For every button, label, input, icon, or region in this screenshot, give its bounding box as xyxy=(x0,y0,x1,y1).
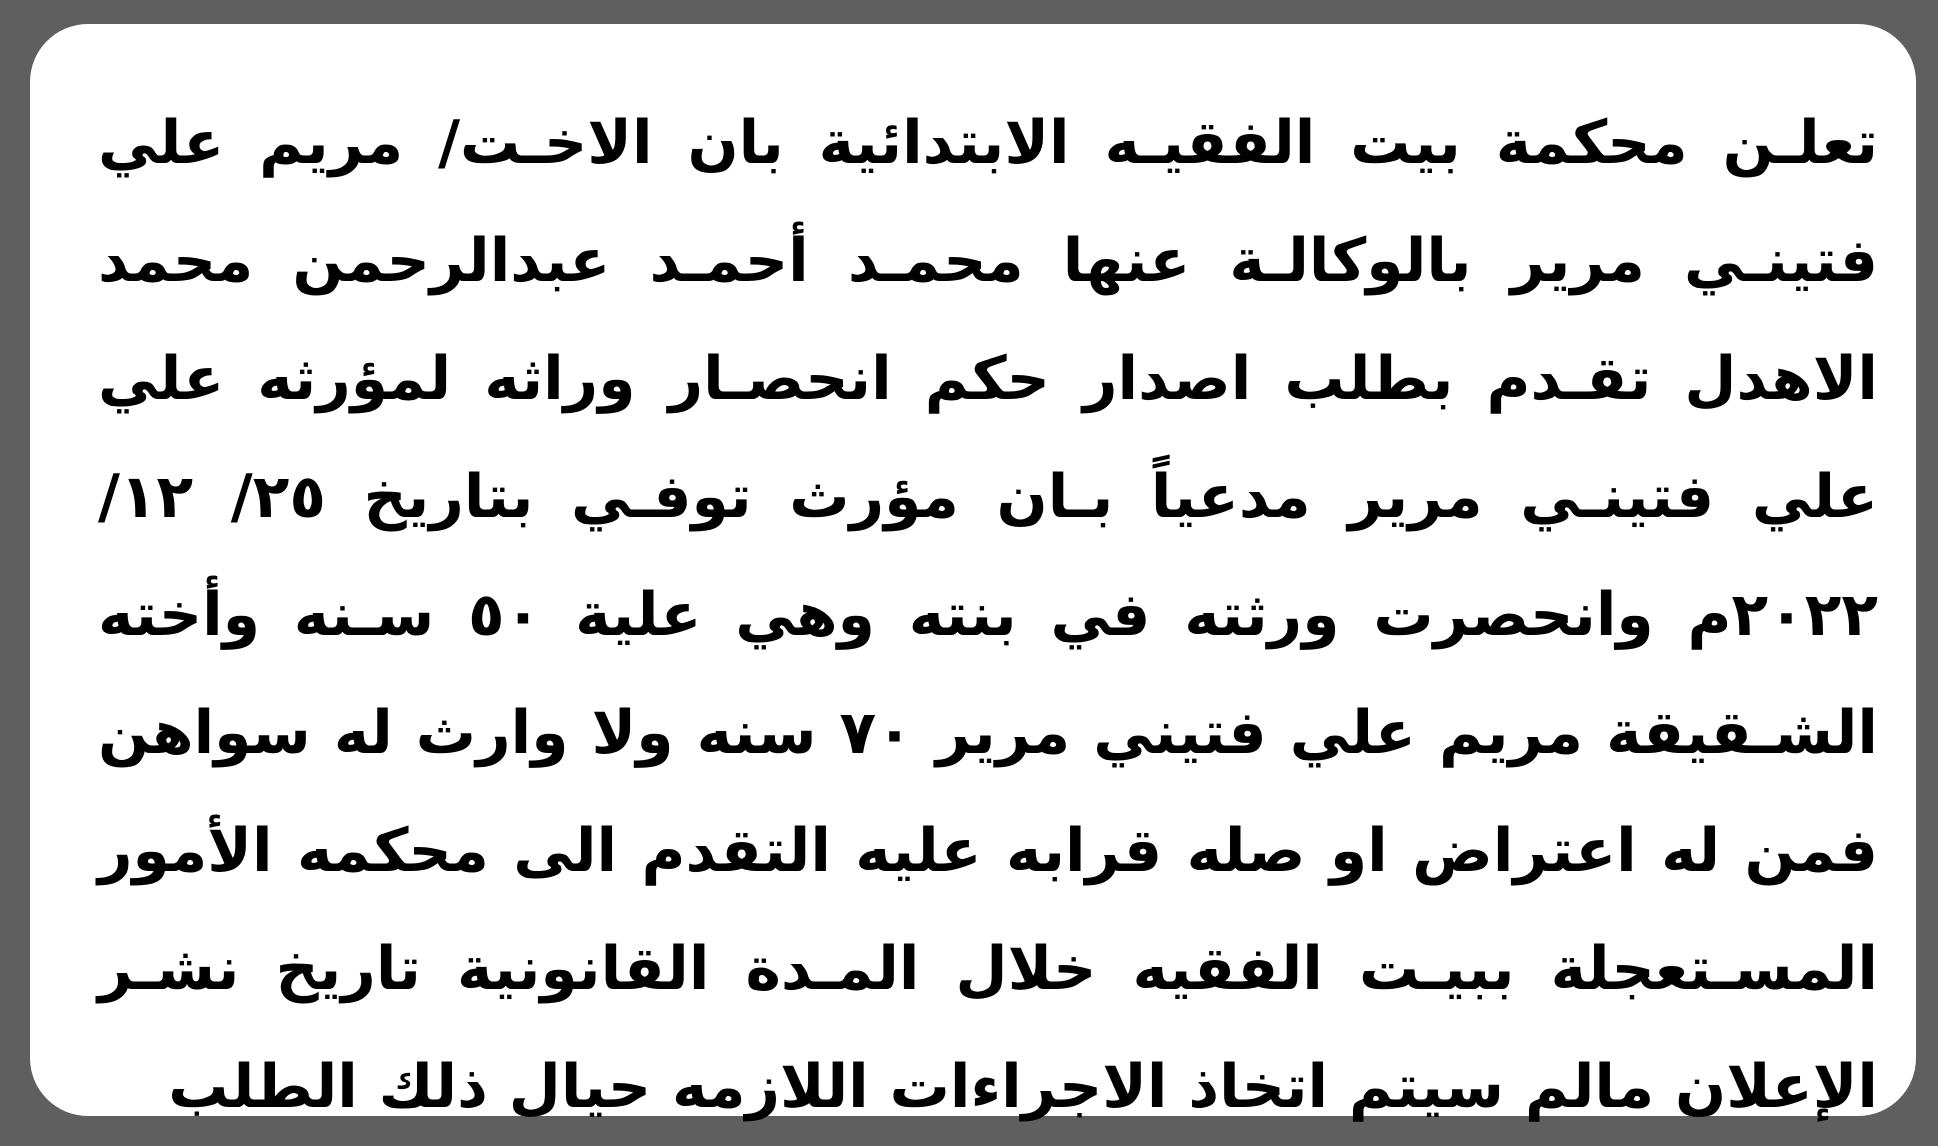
notice-line-6: الشـقيقة مريم علي فتيني مرير ٧٠ سنه ولا وارث له سواهن xyxy=(98,698,1878,768)
notice-card xyxy=(30,24,1916,1122)
court-notice-text xyxy=(98,84,1878,1146)
notice-line-9: الإعلان مالم سيتم اتخاذ الاجراءات اللازمه حيال ذلك الطلب xyxy=(168,1052,1878,1122)
notice-line-5: ٢٠٢٢م وانحصرت ورثته في بنته وهي علية ٥٠ سـنه وأخته xyxy=(98,580,1878,650)
notice-line-8: المسـتعجلة ببيـت الفقيه خلال المـدة القانونية تاريخ نشـر xyxy=(98,934,1878,1004)
notice-line-4: علي فتينـي مرير مدعياً بـان مؤرث توفـي بتاريخ ٢٥/ ١٢/ xyxy=(98,462,1878,532)
notice-line-3: الاهدل تقـدم بطلب اصدار حكم انحصـار وراثه لمؤرثه علي xyxy=(98,344,1878,414)
notice-line-1: تعلـن محكمة بيت الفقيـه الابتدائية بان الاخـت/ مريم علي xyxy=(98,108,1878,178)
notice-line-7: فمن له اعتراض او صله قرابه عليه التقدم الى محكمه الأمور xyxy=(98,816,1878,886)
notice-line-2: فتينـي مرير بالوكالـة عنها محمـد أحمـد عبدالرحمن محمد xyxy=(98,226,1878,296)
